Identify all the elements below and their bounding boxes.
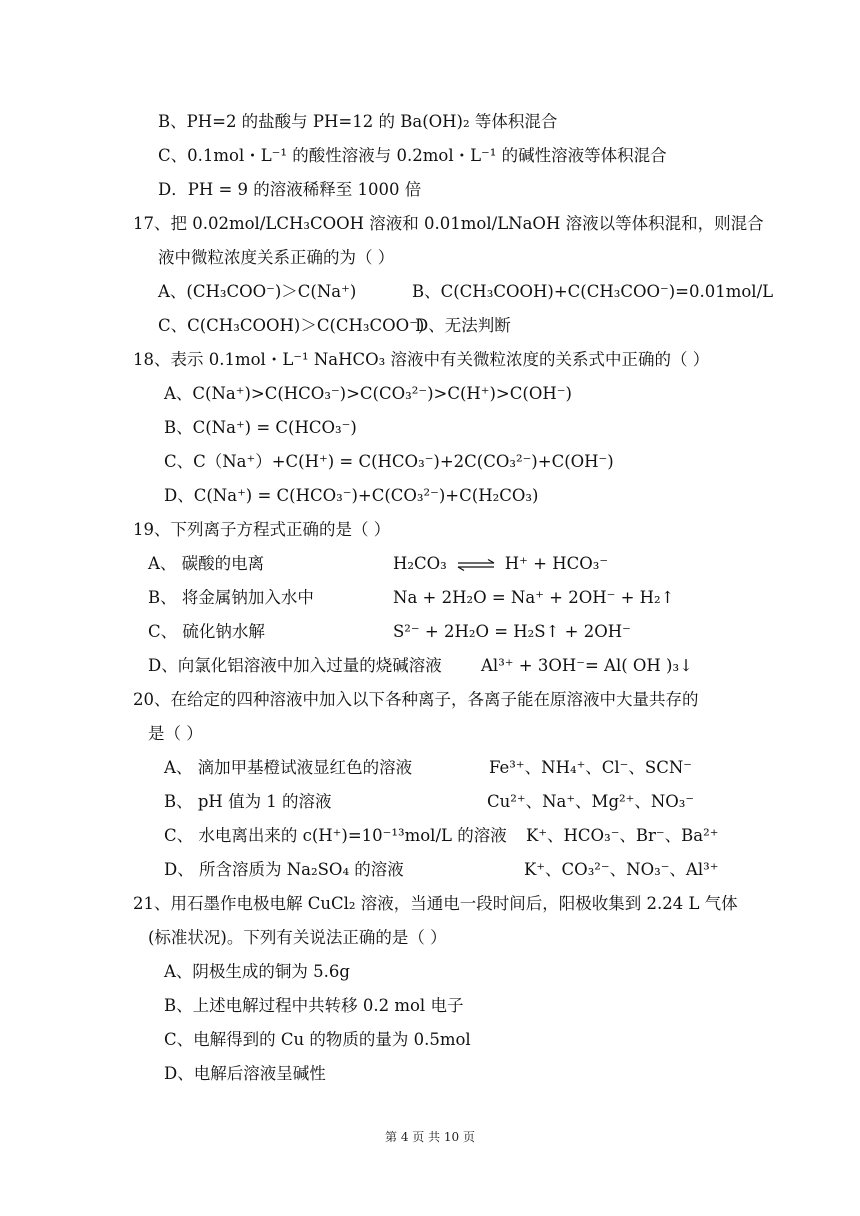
q17-stem-line1: 17、把 0.02mol/LCH₃COOH 溶液和 0.01mol/LNaOH 溶液以等体积混和，则混合 [133, 214, 764, 233]
q20-option-d-ions: K⁺、CO₃²⁻、NO₃⁻、Al³⁺ [524, 860, 719, 879]
q18-stem: 18、表示 0.1mol・L⁻¹ NaHCO₃ 溶液中有关微粒浓度的关系式中正确的（ ） [133, 350, 710, 369]
q21-option-a: A、阴极生成的铜为 5.6g [164, 962, 350, 981]
q21-option-c: C、电解得到的 Cu 的物质的量为 0.5mol [164, 1030, 471, 1049]
q19-a-rhs: H⁺ + HCO₃⁻ [504, 554, 609, 573]
q20-option-b-ions: Cu²⁺、Na⁺、Mg²⁺、NO₃⁻ [487, 792, 695, 811]
q19-option-a-equation [393, 554, 608, 574]
q21-stem-line1: 21、用石墨作电极电解 CuCl₂ 溶液，当通电一段时间后，阳极收集到 2.24 L 气体 [133, 894, 738, 913]
q20-stem-line2: 是（ ） [148, 724, 203, 743]
q18-option-d: D、C(Na⁺) = C(HCO₃⁻)+C(CO₃²⁻)+C(H₂CO₃) [164, 486, 539, 505]
q17-option-d: D、无法判断 [415, 316, 511, 335]
q16-option-b: B、PH=2 的盐酸与 PH=12 的 Ba(OH)₂ 等体积混合 [158, 112, 558, 131]
page-footer: 第 4 页 共 10 页 [385, 1130, 475, 1144]
q21-stem-line2: (标准状况)。下列有关说法正确的是（ ） [148, 928, 447, 947]
q19-option-b-equation: Na + 2H₂O = Na⁺ + 2OH⁻ + H₂↑ [393, 588, 675, 607]
q20-option-a-label: A、 滴加甲基橙试液显红色的溶液 [164, 758, 413, 777]
q19-stem: 19、下列离子方程式正确的是（ ） [133, 520, 391, 539]
q20-option-c-ions: K⁺、HCO₃⁻、Br⁻、Ba²⁺ [526, 826, 719, 845]
q16-option-c: C、0.1mol・L⁻¹ 的酸性溶液与 0.2mol・L⁻¹ 的碱性溶液等体积混合 [158, 146, 667, 165]
equilibrium-arrow-icon [457, 559, 495, 571]
q21-option-b: B、上述电解过程中共转移 0.2 mol 电子 [164, 996, 464, 1015]
q16-option-d: D．PH = 9 的溶液稀释至 1000 倍 [158, 180, 422, 199]
q19-option-c-equation: S²⁻ + 2H₂O = H₂S↑ + 2OH⁻ [393, 622, 631, 641]
q19-option-c-label: C、 硫化钠水解 [148, 622, 265, 641]
q19-option-b-label: B、 将金属钠加入水中 [148, 588, 314, 607]
q17-option-c: C、C(CH₃COOH)＞C(CH₃COO⁻) [158, 316, 425, 335]
q18-option-a: A、C(Na⁺)>C(HCO₃⁻)>C(CO₃²⁻)>C(H⁺)>C(OH⁻) [164, 384, 572, 403]
q19-a-lhs: H₂CO₃ [393, 554, 447, 573]
q17-stem-line2: 液中微粒浓度关系正确的为（ ） [158, 248, 395, 267]
q18-option-c: C、C（Na⁺）+C(H⁺) = C(HCO₃⁻)+2C(CO₃²⁻)+C(OH⁻) [164, 452, 614, 471]
q20-option-c-label: C、 水电离出来的 c(H⁺)=10⁻¹³mol/L 的溶液 [164, 826, 507, 845]
q20-option-a-ions: Fe³⁺、NH₄⁺、Cl⁻、SCN⁻ [489, 758, 692, 777]
q19-option-a-label: A、 碳酸的电离 [148, 554, 265, 573]
q20-stem-line1: 20、在给定的四种溶液中加入以下各种离子，各离子能在原溶液中大量共存的 [133, 690, 699, 709]
q20-option-d-label: D、 所含溶质为 Na₂SO₄ 的溶液 [164, 860, 404, 879]
q18-option-b: B、C(Na⁺) = C(HCO₃⁻) [164, 418, 357, 437]
q20-option-b-label: B、 pH 值为 1 的溶液 [164, 792, 332, 811]
q19-option-d-label: D、向氯化铝溶液中加入过量的烧碱溶液 [148, 656, 442, 675]
q21-option-d: D、电解后溶液呈碱性 [164, 1064, 326, 1083]
q17-option-a: A、(CH₃COO⁻)＞C(Na⁺) [158, 282, 357, 301]
q17-option-b: B、C(CH₃COOH)+C(CH₃COO⁻)=0.01mol/L [412, 282, 774, 301]
q19-option-d-equation: Al³⁺ + 3OH⁻= Al( OH )₃↓ [481, 656, 693, 675]
